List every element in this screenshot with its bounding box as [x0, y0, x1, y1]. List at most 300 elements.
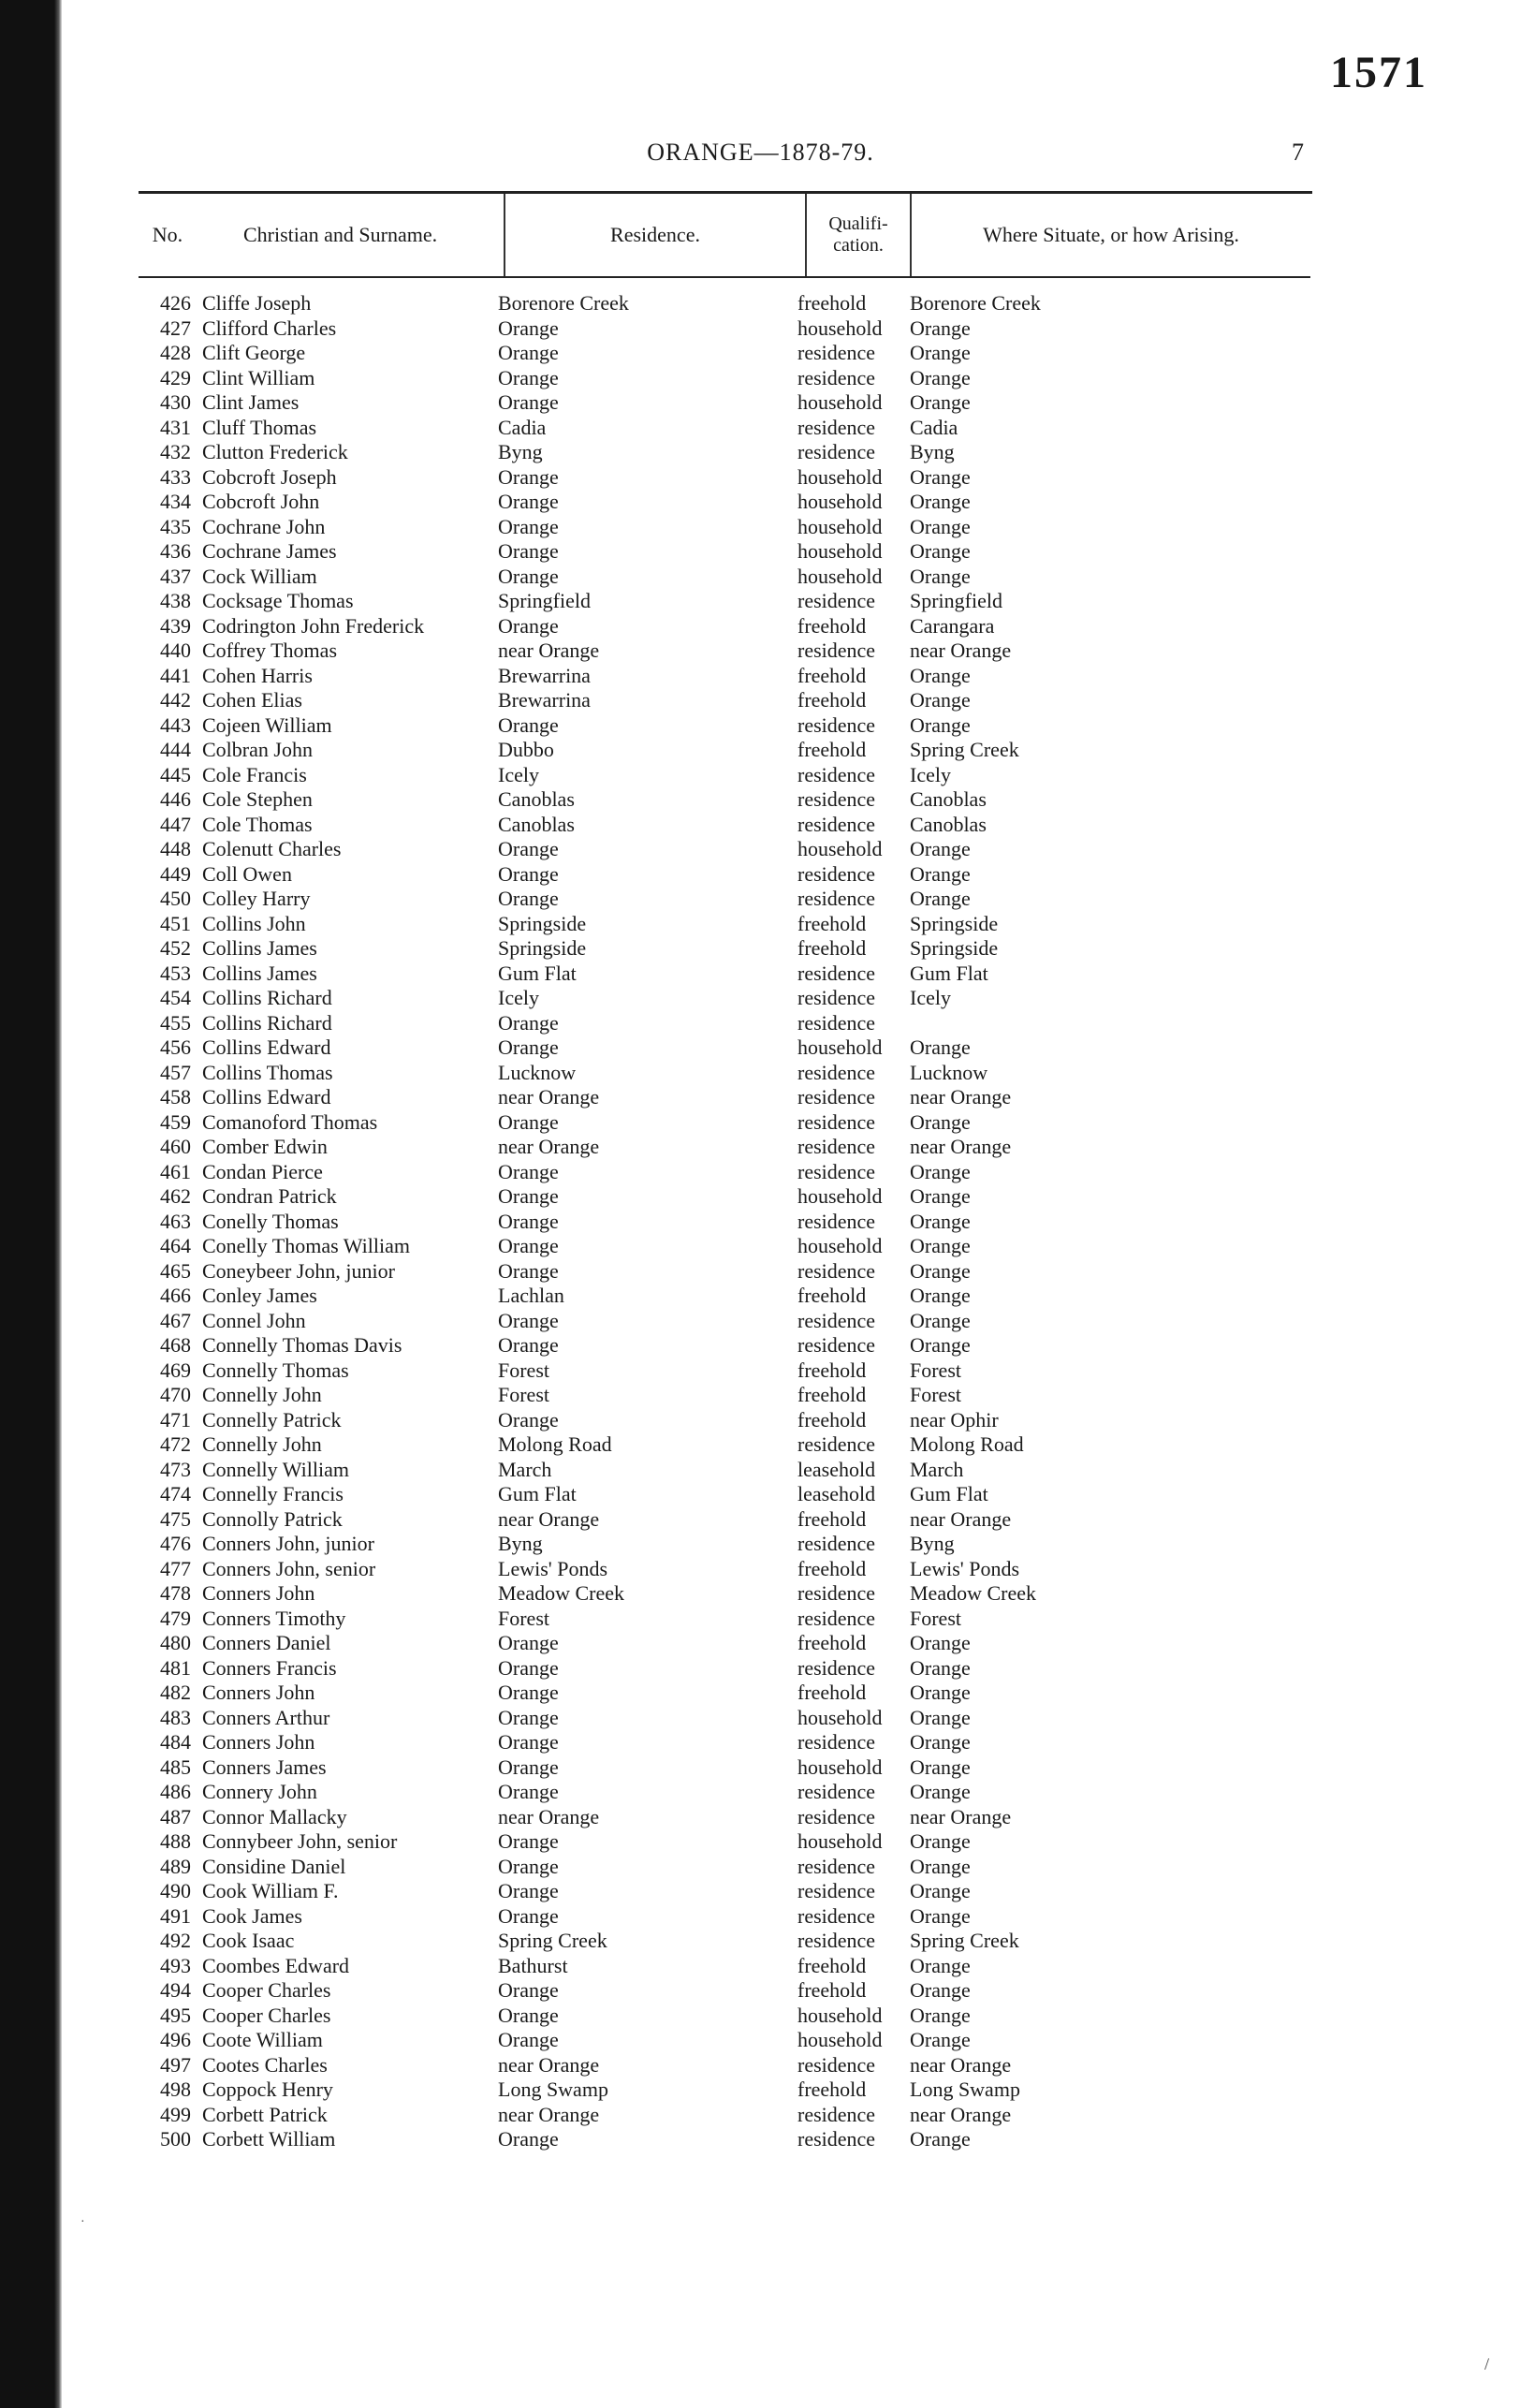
entry-residence: Orange [498, 1730, 559, 1755]
table-row [139, 2053, 1310, 2078]
table-row [139, 1160, 1310, 1185]
entry-qualification: residence [797, 961, 876, 985]
entry-number: 477 [160, 1556, 191, 1580]
entry-residence: near Orange [498, 1135, 600, 1159]
entry-name: Collins Richard [202, 1010, 332, 1035]
entry-number: 490 [160, 1879, 191, 1903]
entry-name: Collins Thomas [202, 1060, 333, 1084]
entry-number: 436 [160, 539, 191, 564]
table-row [139, 390, 1310, 416]
scan-speck: · [80, 2215, 85, 2229]
table-row [139, 1085, 1310, 1110]
entry-qualification: residence [797, 1606, 876, 1630]
entry-number: 483 [160, 1705, 191, 1729]
entry-where-situate: Long Swamp [910, 2078, 1020, 2102]
table-row [139, 1631, 1310, 1656]
entry-where-situate: Orange [910, 1258, 971, 1283]
entry-qualification: residence [797, 2127, 876, 2151]
entry-residence: near Orange [498, 639, 600, 663]
entry-name: Coppock Henry [202, 2078, 333, 2102]
table-row [139, 912, 1310, 937]
entry-number: 481 [160, 1655, 191, 1680]
entry-residence: Lewis' Ponds [498, 1556, 608, 1580]
entry-qualification: freehold [797, 1953, 867, 1977]
table-row [139, 2028, 1310, 2053]
entry-qualification: residence [797, 1432, 876, 1457]
table-row [139, 1656, 1310, 1681]
entry-residence: Orange [498, 2127, 559, 2151]
table-row [139, 688, 1310, 713]
entry-number: 472 [160, 1432, 191, 1457]
entry-qualification: leasehold [797, 1457, 876, 1481]
entry-residence: Orange [498, 464, 559, 489]
entry-name: Cochrane James [202, 539, 337, 564]
table-row [139, 1061, 1310, 1086]
entry-where-situate: Orange [910, 539, 971, 564]
entry-number: 430 [160, 390, 191, 415]
entry-number: 456 [160, 1035, 191, 1060]
table-row [139, 1259, 1310, 1285]
entry-number: 467 [160, 1308, 191, 1332]
entry-number: 460 [160, 1135, 191, 1159]
entry-number: 466 [160, 1284, 191, 1308]
entry-name: Conelly Thomas [202, 1209, 339, 1233]
entry-residence: near Orange [498, 1506, 600, 1531]
table-header-rule [139, 276, 1310, 278]
sheet-number: 7 [1292, 139, 1304, 166]
table-row [139, 887, 1310, 912]
entry-qualification: household [797, 316, 883, 340]
entry-number: 471 [160, 1407, 191, 1432]
entry-name: Connery John [202, 1780, 317, 1804]
table-row [139, 1234, 1310, 1259]
entry-number: 480 [160, 1631, 191, 1655]
entry-qualification: residence [797, 762, 876, 786]
table-row [139, 1557, 1310, 1582]
entry-residence: Orange [498, 1010, 559, 1035]
entry-where-situate: Orange [910, 341, 971, 365]
entry-qualification: residence [797, 1879, 876, 1903]
entry-qualification: freehold [797, 1506, 867, 1531]
entry-qualification: residence [797, 440, 876, 464]
entry-where-situate: near Orange [910, 639, 1012, 663]
table-row [139, 614, 1310, 639]
header-residence: Residence. [505, 194, 807, 276]
entry-where-situate: Orange [910, 1209, 971, 1233]
entry-qualification: household [797, 1184, 883, 1209]
entry-where-situate: Orange [910, 490, 971, 514]
entry-residence: Gum Flat [498, 1482, 577, 1506]
entry-qualification: residence [797, 1854, 876, 1878]
entry-qualification: residence [797, 415, 876, 439]
table-row [139, 465, 1310, 491]
entry-qualification: freehold [797, 1383, 867, 1407]
entry-residence: Molong Road [498, 1432, 612, 1457]
entry-qualification: residence [797, 341, 876, 365]
entry-where-situate: Canoblas [910, 787, 987, 812]
entry-name: Collins John [202, 911, 306, 935]
entry-where-situate: Orange [910, 1953, 971, 1977]
entry-residence: Orange [498, 1159, 559, 1183]
entry-where-situate: Carangara [910, 613, 995, 638]
table-row [139, 813, 1310, 838]
table-row [139, 962, 1310, 987]
entry-residence: Forest [498, 1383, 549, 1407]
entry-residence: Orange [498, 1333, 559, 1358]
entry-number: 431 [160, 415, 191, 439]
entry-name: Coneybeer John, junior [202, 1258, 395, 1283]
table-row [139, 1879, 1310, 1904]
table-row [139, 565, 1310, 590]
entry-number: 435 [160, 514, 191, 538]
entry-qualification: residence [797, 712, 876, 737]
entry-residence: Orange [498, 341, 559, 365]
entry-where-situate: Orange [910, 1903, 971, 1928]
entry-residence: Orange [498, 1705, 559, 1729]
entry-where-situate: Molong Road [910, 1432, 1024, 1457]
entry-name: Connybeer John, senior [202, 1829, 398, 1854]
entry-residence: Meadow Creek [498, 1581, 625, 1606]
entry-number: 444 [160, 738, 191, 762]
table-row [139, 2004, 1310, 2029]
entry-residence: Orange [498, 1209, 559, 1233]
entry-name: Cobcroft John [202, 490, 320, 514]
entry-qualification: residence [797, 1581, 876, 1606]
entry-name: Cocksage Thomas [202, 589, 354, 613]
entry-name: Clift George [202, 341, 306, 365]
table-row [139, 1432, 1310, 1458]
table-row [139, 2127, 1310, 2152]
entry-number: 496 [160, 2028, 191, 2052]
entry-qualification: leasehold [797, 1482, 876, 1506]
entry-name: Colenutt Charles [202, 837, 342, 861]
entry-number: 464 [160, 1234, 191, 1258]
entry-number: 468 [160, 1333, 191, 1358]
entry-qualification: residence [797, 1060, 876, 1084]
entry-where-situate: Byng [910, 440, 955, 464]
entry-residence: Lucknow [498, 1060, 577, 1084]
page-number: 1571 [1330, 48, 1427, 97]
entry-number: 441 [160, 663, 191, 687]
entry-residence: Orange [498, 1234, 559, 1258]
entry-residence: Orange [498, 1903, 559, 1928]
entry-where-situate: Orange [910, 1854, 971, 1878]
entry-where-situate: Orange [910, 514, 971, 538]
entry-number: 454 [160, 986, 191, 1010]
entry-where-situate: near Orange [910, 1135, 1012, 1159]
entry-name: Coote William [202, 2028, 323, 2052]
entry-number: 432 [160, 440, 191, 464]
entry-qualification: freehold [797, 738, 867, 762]
entry-residence: Orange [498, 2003, 559, 2027]
entry-qualification: freehold [797, 613, 867, 638]
table-row [139, 1730, 1310, 1755]
entry-number: 443 [160, 712, 191, 737]
entry-where-situate: Orange [910, 1234, 971, 1258]
entry-name: Coll Owen [202, 861, 292, 886]
entry-number: 499 [160, 2102, 191, 2126]
table-row [139, 1135, 1310, 1160]
entry-qualification: residence [797, 1308, 876, 1332]
table-row [139, 440, 1310, 465]
entry-residence: Orange [498, 613, 559, 638]
entry-where-situate: Gum Flat [910, 961, 988, 985]
table-row [139, 1309, 1310, 1334]
entry-residence: near Orange [498, 1085, 600, 1109]
entry-qualification: household [797, 1035, 883, 1060]
entry-number: 447 [160, 812, 191, 836]
entry-number: 495 [160, 2003, 191, 2027]
entry-number: 462 [160, 1184, 191, 1209]
entry-qualification: household [797, 564, 883, 588]
entry-number: 463 [160, 1209, 191, 1233]
entry-residence: Orange [498, 1829, 559, 1854]
entry-name: Connolly Patrick [202, 1506, 343, 1531]
entry-qualification: residence [797, 887, 876, 911]
table-row [139, 936, 1310, 962]
entry-qualification: household [797, 390, 883, 415]
electoral-roll-table [139, 191, 1310, 2152]
entry-name: Coffrey Thomas [202, 639, 337, 663]
entry-where-situate: Orange [910, 712, 971, 737]
scan-mark: / [1484, 2355, 1489, 2373]
entry-residence: near Orange [498, 2052, 600, 2077]
entry-residence: near Orange [498, 2102, 600, 2126]
entry-number: 433 [160, 464, 191, 489]
entry-name: Colley Harry [202, 887, 311, 911]
entry-name: Corbett William [202, 2127, 336, 2151]
entry-where-situate: Orange [910, 1631, 971, 1655]
entry-number: 458 [160, 1085, 191, 1109]
entry-residence: Orange [498, 316, 559, 340]
entry-name: Cochrane John [202, 514, 326, 538]
table-row [139, 1829, 1310, 1855]
entry-where-situate: Lewis' Ponds [910, 1556, 1020, 1580]
table-row [139, 1383, 1310, 1408]
entry-name: Cooper Charles [202, 1978, 331, 2003]
entry-number: 485 [160, 1755, 191, 1779]
entry-name: Collins Edward [202, 1035, 331, 1060]
table-row [139, 1780, 1310, 1805]
table-row [139, 787, 1310, 813]
entry-name: Comber Edwin [202, 1135, 328, 1159]
entry-where-situate: Orange [910, 1109, 971, 1134]
entry-where-situate: Orange [910, 1159, 971, 1183]
table-row [139, 1184, 1310, 1210]
entry-residence: Icely [498, 986, 539, 1010]
entry-where-situate: Spring Creek [910, 1929, 1019, 1953]
entry-where-situate: Orange [910, 1284, 971, 1308]
entry-name: Cluff Thomas [202, 415, 317, 439]
entry-residence: Orange [498, 1655, 559, 1680]
entry-name: Collins James [202, 961, 317, 985]
entry-residence: Brewarrina [498, 688, 591, 712]
entry-name: Cole Stephen [202, 787, 313, 812]
entry-name: Conners John, junior [202, 1532, 374, 1556]
entry-qualification: household [797, 490, 883, 514]
entry-name: Codrington John Frederick [202, 613, 425, 638]
entry-residence: Orange [498, 861, 559, 886]
entry-where-situate: Orange [910, 1333, 971, 1358]
entry-residence: Orange [498, 1681, 559, 1705]
entry-residence: Orange [498, 1978, 559, 2003]
entry-where-situate: near Orange [910, 1804, 1012, 1828]
entry-residence: Long Swamp [498, 2078, 608, 2102]
table-row [139, 1011, 1310, 1036]
entry-residence: Orange [498, 1631, 559, 1655]
table-row [139, 1904, 1310, 1930]
entry-number: 445 [160, 762, 191, 786]
entry-residence: Springfield [498, 589, 591, 613]
entry-where-situate: Spring Creek [910, 738, 1019, 762]
entry-residence: Orange [498, 390, 559, 415]
entry-where-situate: Canoblas [910, 812, 987, 836]
entry-where-situate: Borenore Creek [910, 291, 1041, 316]
entry-where-situate: Icely [910, 762, 951, 786]
entry-qualification: freehold [797, 936, 867, 961]
entry-where-situate: Orange [910, 1755, 971, 1779]
entry-number: 437 [160, 564, 191, 588]
entry-residence: Lachlan [498, 1284, 564, 1308]
entry-name: Cook William F. [202, 1879, 339, 1903]
entry-number: 450 [160, 887, 191, 911]
entry-residence: Borenore Creek [498, 291, 629, 316]
table-row [139, 713, 1310, 739]
entry-name: Cojeen William [202, 712, 332, 737]
table-row [139, 1110, 1310, 1136]
entry-where-situate: Byng [910, 1532, 955, 1556]
table-row [139, 1408, 1310, 1433]
entry-qualification: residence [797, 1903, 876, 1928]
entry-number: 473 [160, 1457, 191, 1481]
entry-where-situate: near Orange [910, 2102, 1012, 2126]
table-row [139, 639, 1310, 664]
entry-residence: Forest [498, 1606, 549, 1630]
entry-residence: Dubbo [498, 738, 554, 762]
entry-number: 491 [160, 1903, 191, 1928]
entry-name: Connelly Francis [202, 1482, 344, 1506]
table-row [139, 416, 1310, 441]
entry-qualification: residence [797, 1159, 876, 1183]
table-row [139, 1532, 1310, 1557]
table-row [139, 1755, 1310, 1781]
entry-number: 497 [160, 2052, 191, 2077]
entry-name: Cliffe Joseph [202, 291, 312, 316]
table-row [139, 1978, 1310, 2004]
entry-number: 465 [160, 1258, 191, 1283]
entry-qualification: freehold [797, 1407, 867, 1432]
entry-residence: Springside [498, 936, 587, 961]
entry-qualification: freehold [797, 688, 867, 712]
entry-qualification: residence [797, 2102, 876, 2126]
entry-residence: Orange [498, 1109, 559, 1134]
entry-name: Connelly William [202, 1457, 349, 1481]
entry-qualification: residence [797, 1085, 876, 1109]
entry-name: Condran Patrick [202, 1184, 337, 1209]
table-row [139, 1507, 1310, 1533]
header-name: Christian and Surname. [197, 194, 505, 276]
entry-number: 474 [160, 1482, 191, 1506]
entry-qualification: household [797, 1705, 883, 1729]
header-qualification: Qualifi-cation. [807, 194, 912, 276]
entry-qualification: freehold [797, 291, 867, 316]
entry-number: 475 [160, 1506, 191, 1531]
entry-where-situate: Orange [910, 1978, 971, 2003]
entry-residence: Orange [498, 1780, 559, 1804]
entry-name: Conners Daniel [202, 1631, 331, 1655]
entry-where-situate: Forest [910, 1358, 961, 1382]
entry-where-situate: Orange [910, 390, 971, 415]
entry-residence: Icely [498, 762, 539, 786]
entry-name: Connelly Thomas [202, 1358, 349, 1382]
table-row [139, 664, 1310, 689]
entry-where-situate: Orange [910, 1780, 971, 1804]
entry-name: Cock William [202, 564, 317, 588]
entry-residence: Canoblas [498, 787, 575, 812]
entry-name: Connelly John [202, 1432, 322, 1457]
entry-residence: Canoblas [498, 812, 575, 836]
entry-name: Collins Edward [202, 1085, 331, 1109]
entry-qualification: residence [797, 1780, 876, 1804]
entry-where-situate: Cadia [910, 415, 958, 439]
entry-qualification: household [797, 1755, 883, 1779]
entry-residence: Gum Flat [498, 961, 577, 985]
scan-binding-edge [0, 0, 62, 2408]
entry-where-situate: Orange [910, 1879, 971, 1903]
entry-qualification: residence [797, 787, 876, 812]
table-row [139, 1358, 1310, 1384]
table-row [139, 1681, 1310, 1706]
entry-name: Collins Richard [202, 986, 332, 1010]
entry-residence: Brewarrina [498, 663, 591, 687]
header-where-situate: Where Situate, or how Arising. [983, 223, 1239, 246]
entry-qualification: household [797, 539, 883, 564]
entry-qualification: freehold [797, 1631, 867, 1655]
entry-qualification: residence [797, 1804, 876, 1828]
entry-where-situate: Icely [910, 986, 951, 1010]
entry-number: 492 [160, 1929, 191, 1953]
table-row [139, 2103, 1310, 2128]
entry-where-situate: Orange [910, 1705, 971, 1729]
table-row [139, 589, 1310, 614]
entry-where-situate: Gum Flat [910, 1482, 988, 1506]
entry-qualification: freehold [797, 1556, 867, 1580]
entry-where-situate: Orange [910, 2028, 971, 2052]
entry-name: Corbett Patrick [202, 2102, 328, 2126]
entry-where-situate: Orange [910, 2003, 971, 2027]
entry-qualification: residence [797, 1109, 876, 1134]
entry-name: Connor Mallacky [202, 1804, 347, 1828]
entry-qualification: residence [797, 1730, 876, 1755]
entry-where-situate: Lucknow [910, 1060, 988, 1084]
table-row [139, 862, 1310, 888]
entry-qualification: freehold [797, 1681, 867, 1705]
entry-qualification: household [797, 837, 883, 861]
entry-residence: near Orange [498, 1804, 600, 1828]
entry-where-situate: Orange [910, 365, 971, 389]
entry-number: 482 [160, 1681, 191, 1705]
entry-residence: Orange [498, 887, 559, 911]
table-row [139, 986, 1310, 1011]
entry-number: 457 [160, 1060, 191, 1084]
entry-name: Conley James [202, 1284, 317, 1308]
entry-number: 488 [160, 1829, 191, 1854]
entry-residence: Orange [498, 1854, 559, 1878]
entry-name: Cobcroft Joseph [202, 464, 337, 489]
entry-name: Conners John, senior [202, 1556, 376, 1580]
entry-number: 448 [160, 837, 191, 861]
entry-name: Cole Francis [202, 762, 307, 786]
